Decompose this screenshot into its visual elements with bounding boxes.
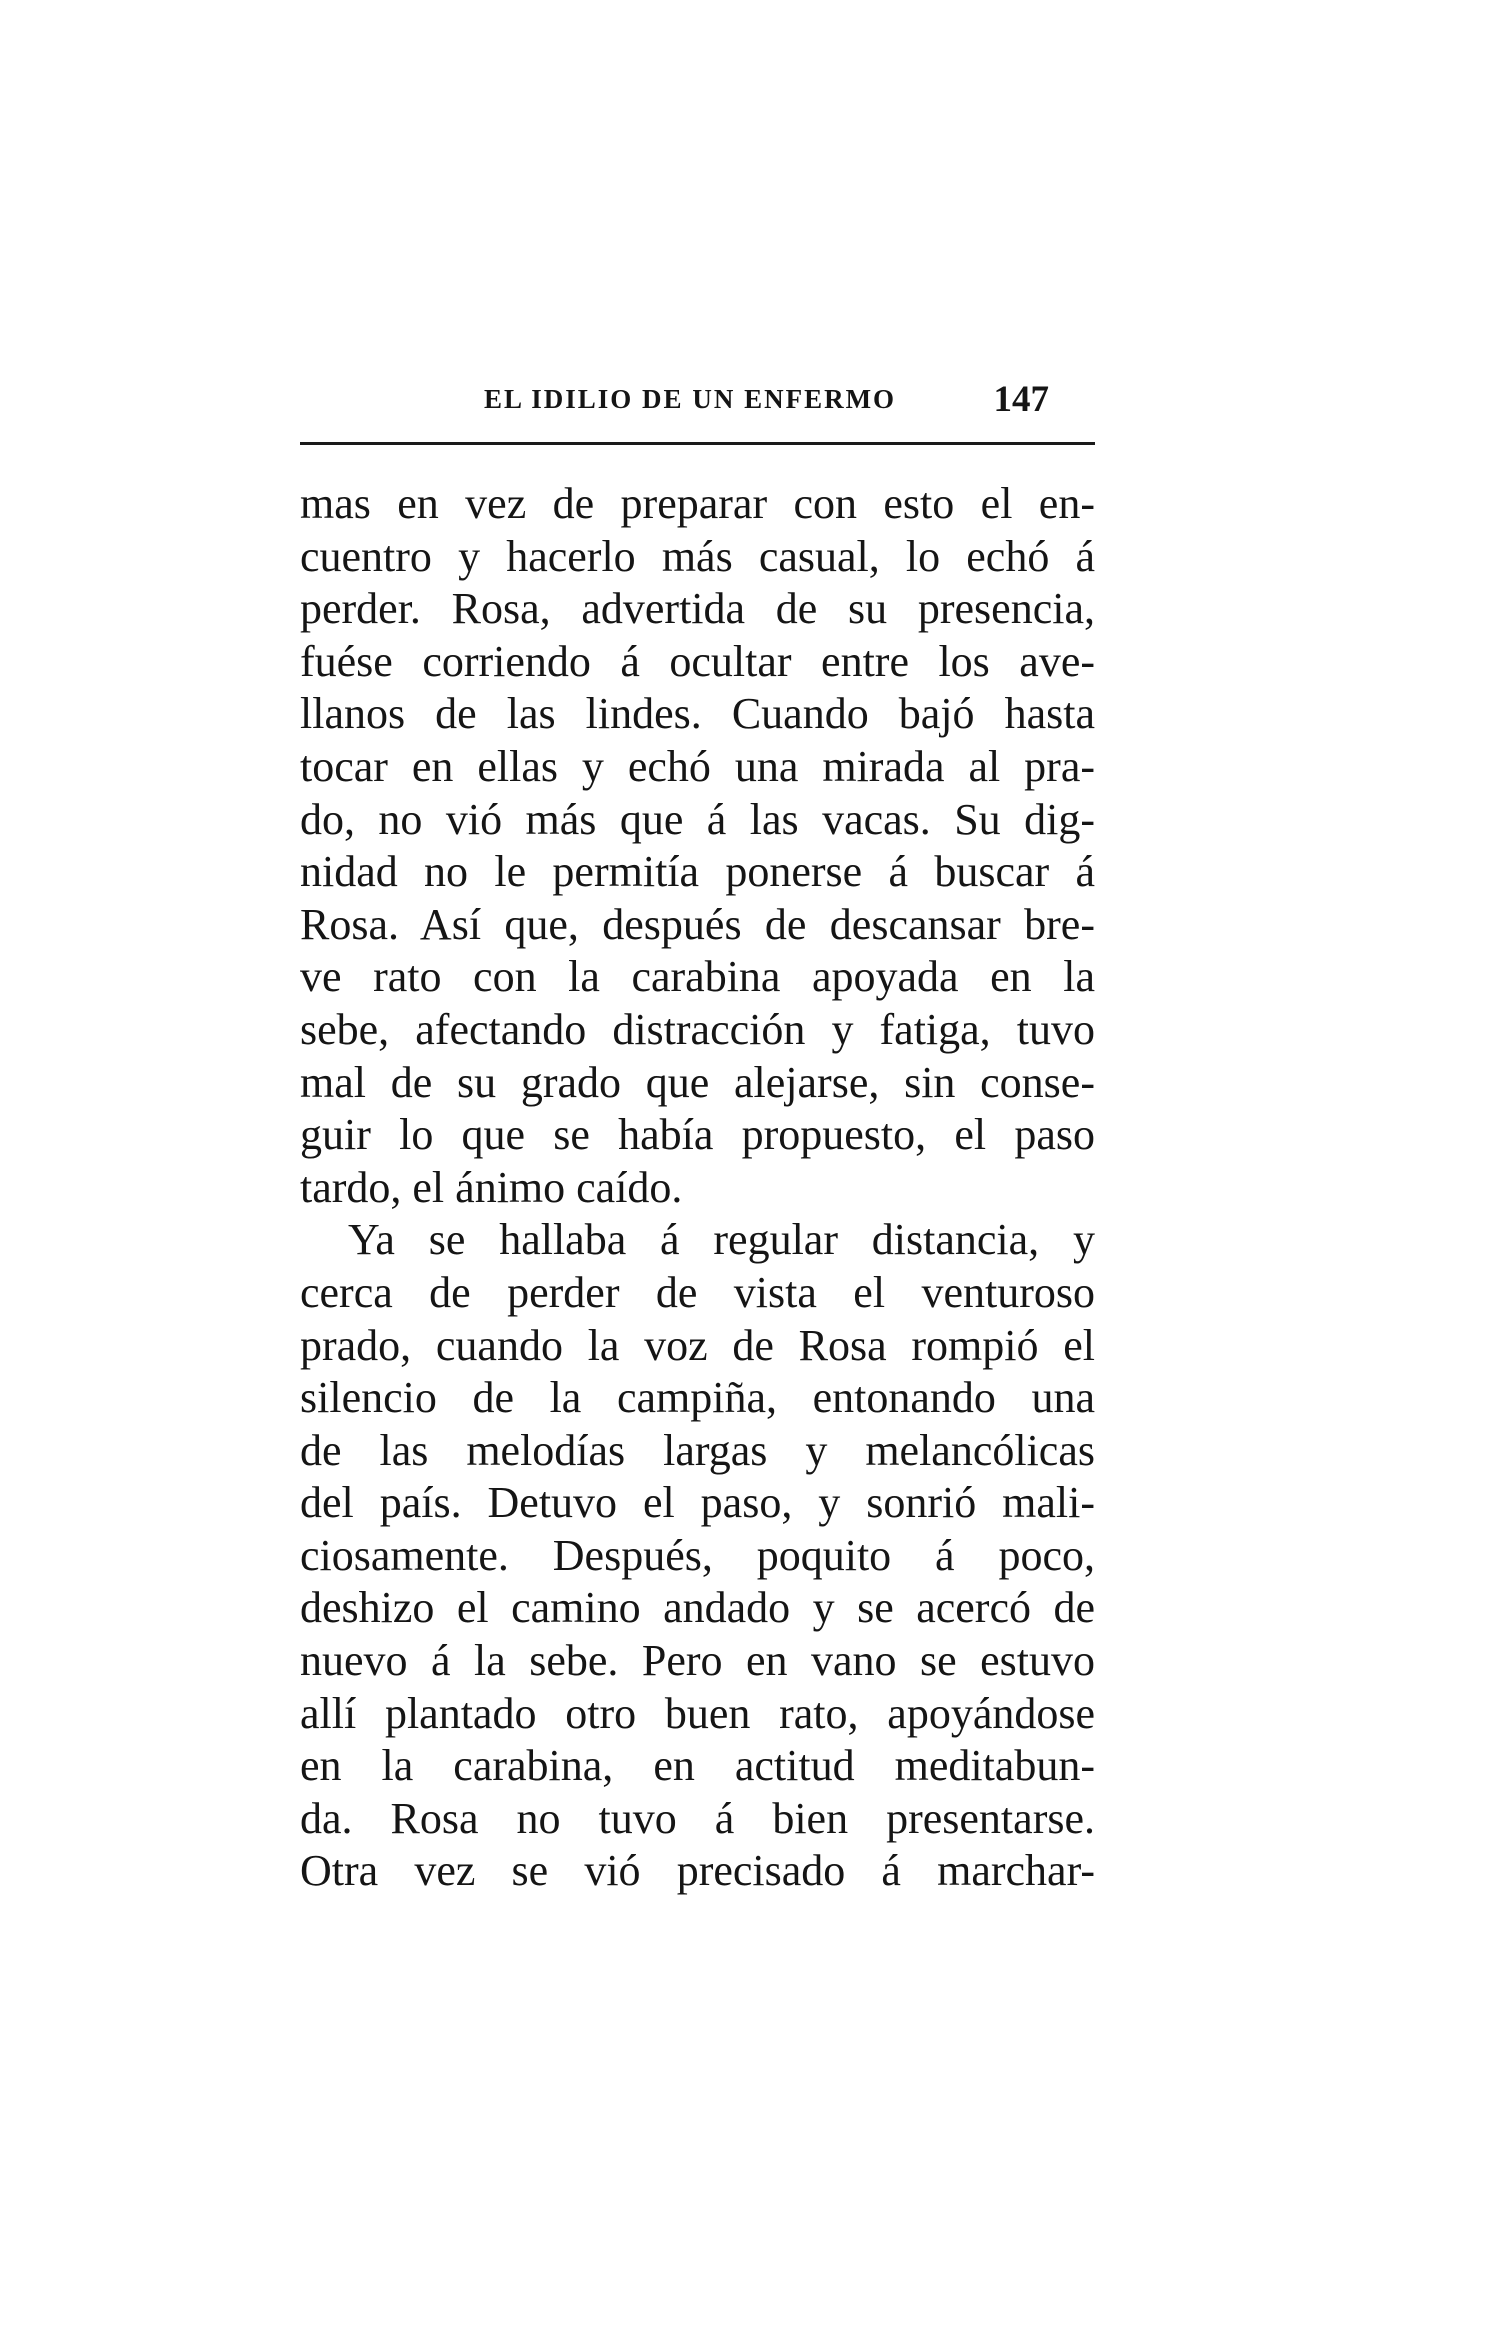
text-line: Rosa. Así que, después de descansar bre- xyxy=(300,899,1095,949)
text-line: fuése corriendo á ocultar entre los ave- xyxy=(300,636,1095,686)
text-line: da. Rosa no tuvo á bien presentarse. xyxy=(300,1793,1095,1843)
text-line: de las melodías largas y melancólicas xyxy=(300,1425,1095,1475)
text-line: mal de su grado que alejarse, sin conse- xyxy=(300,1057,1095,1107)
text-line: nidad no le permitía ponerse á buscar á xyxy=(300,847,1095,897)
text-line: silencio de la campiña, entonando una xyxy=(300,1373,1095,1423)
header-rule xyxy=(300,442,1095,445)
text-line: llanos de las lindes. Cuando bajó hasta xyxy=(300,689,1095,739)
text-line: allí plantado otro buen rato, apoyándose xyxy=(300,1688,1095,1738)
text-line: deshizo el camino andado y se acercó de xyxy=(300,1583,1095,1633)
text-line: tardo, el ánimo caído. xyxy=(300,1162,683,1212)
text-line: tocar en ellas y echó una mirada al pra- xyxy=(300,741,1095,791)
text-line: en la carabina, en actitud meditabun- xyxy=(300,1741,1095,1791)
text-line: nuevo á la sebe. Pero en vano se estuvo xyxy=(300,1636,1095,1686)
text-line: ve rato con la carabina apoyada en la xyxy=(300,952,1095,1002)
text-line: ciosamente. Después, poquito á poco, xyxy=(300,1530,1095,1580)
text-line: sebe, afectando distracción y fatiga, tuvo xyxy=(300,1004,1095,1054)
running-head xyxy=(300,378,1095,428)
text-line: Otra vez se vió precisado á marchar- xyxy=(300,1846,1095,1896)
text-line: do, no vió más que á las vacas. Su dig- xyxy=(300,794,1095,844)
page-number: 147 xyxy=(993,379,1049,420)
text-line: mas en vez de preparar con esto el en- xyxy=(300,479,1095,528)
text-line: cerca de perder de vista el venturoso xyxy=(300,1267,1095,1317)
text-line: prado, cuando la voz de Rosa rompió el xyxy=(300,1320,1095,1370)
body-text xyxy=(300,478,1095,1898)
text-line: perder. Rosa, advertida de su presencia, xyxy=(300,584,1095,634)
text-line: cuentro y hacerlo más casual, lo echó á xyxy=(300,531,1095,581)
text-line: guir lo que se había propuesto, el paso xyxy=(300,1110,1095,1160)
running-title: EL IDILIO DE UN ENFERMO xyxy=(484,384,897,414)
paragraph-first-line: Ya se hallaba á regular distancia, y xyxy=(348,1215,1095,1265)
text-line: del país. Detuvo el paso, y sonrió mali- xyxy=(300,1478,1095,1528)
